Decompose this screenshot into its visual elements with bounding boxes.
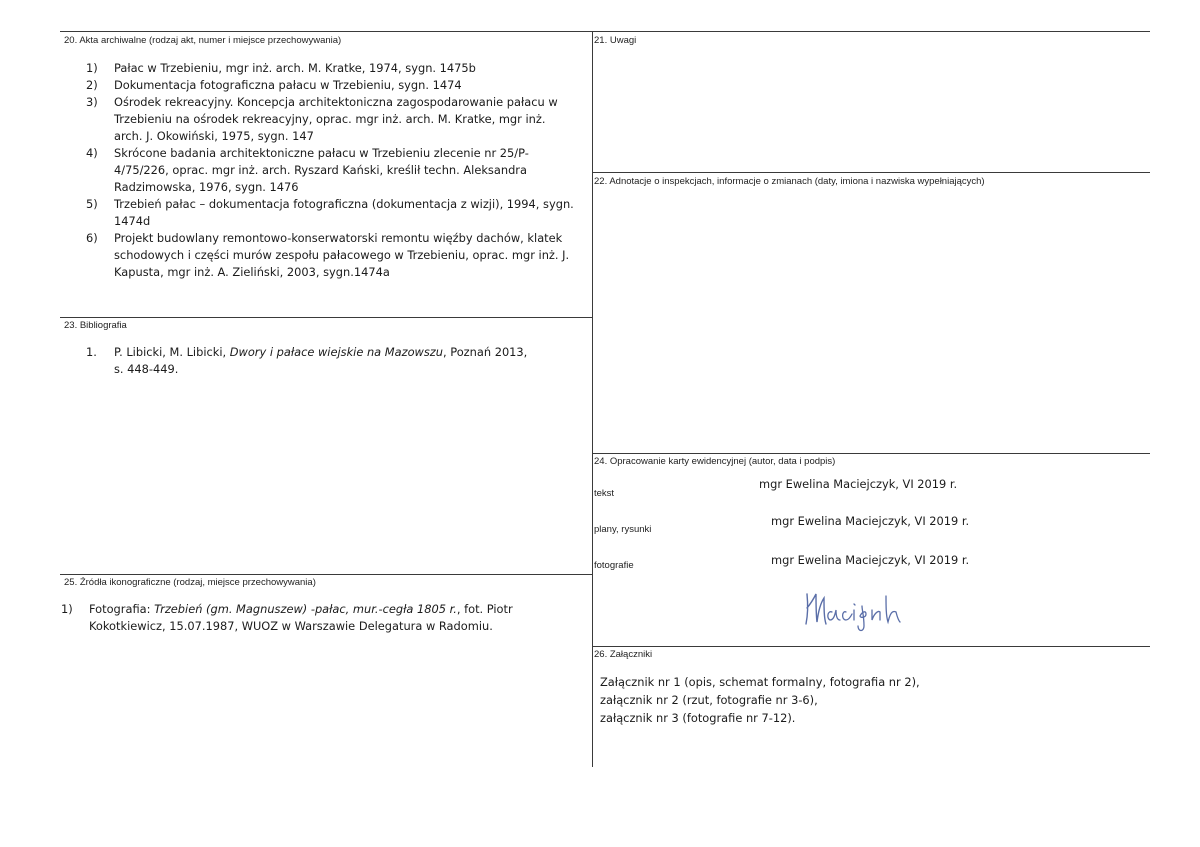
item-title: Trzebień (gm. Magnuszew) -pałac, mur.-cegła 1805 r.	[154, 602, 457, 616]
s24-row-label-plany: plany, rysunki	[594, 524, 652, 535]
section-26-header: 26. Załączniki	[594, 649, 653, 660]
rule-s25-top	[60, 574, 592, 575]
rule-s26-top	[592, 646, 1150, 647]
attachments-block	[600, 673, 920, 727]
item-line: 4/75/226, oprac. mgr inż. arch. Ryszard Kański, kreślił techn. Aleksandra	[114, 163, 527, 177]
iconography-item	[61, 601, 589, 635]
archive-item	[86, 145, 592, 196]
item-number: 5)	[86, 197, 98, 211]
item-text: P. Libicki, M. Libicki,	[114, 345, 230, 359]
item-number: 2)	[86, 78, 98, 92]
item-text: Fotografia:	[89, 602, 155, 616]
archive-item	[86, 77, 592, 94]
item-number: 1)	[61, 602, 73, 616]
item-line: Projekt budowlany remontowo-konserwatorski remontu więźby dachów, klatek	[114, 231, 563, 245]
item-line: Kapusta, mgr inż. A. Zieliński, 2003, sygn.1474a	[114, 265, 390, 279]
archive-item	[86, 196, 592, 230]
section-22-header: 22. Adnotacje o inspekcjach, informacje o zmianach (daty, imiona i nazwiska wypełniających)	[594, 176, 985, 187]
s24-row-value-tekst: mgr Ewelina Maciejczyk, VI 2019 r.	[759, 477, 958, 491]
attachment-line: załącznik nr 2 (rzut, fotografie nr 3-6),	[600, 693, 818, 707]
item-line: Radzimowska, 1976, sygn. 1476	[114, 180, 299, 194]
item-text: , fot. Piotr	[456, 602, 513, 616]
item-text: , Poznań 2013,	[443, 345, 528, 359]
item-line	[114, 344, 586, 361]
rule-s23-top	[60, 317, 592, 318]
rule-center	[592, 31, 593, 767]
section-24-header: 24. Opracowanie karty ewidencyjnej (autor, data i podpis)	[594, 456, 836, 467]
item-line	[89, 601, 589, 618]
archive-item	[86, 60, 592, 77]
item-line: Dokumentacja fotograficzna pałacu w Trzebieniu, sygn. 1474	[114, 78, 462, 92]
item-line: Trzebieniu na ośrodek rekreacyjny, oprac. mgr inż. arch. M. Kratke, mgr inż.	[114, 112, 546, 126]
item-line: 1474d	[114, 214, 151, 228]
item-line: s. 448-449.	[114, 362, 179, 376]
item-line: schodowych i części murów zespołu pałacowego w Trzebieniu, oprac. mgr inż. J.	[114, 248, 570, 262]
s24-row-label-tekst: tekst	[594, 488, 615, 499]
handwritten-signature	[800, 588, 910, 634]
item-number: 1)	[86, 61, 98, 75]
item-line: arch. J. Okowiński, 1975, sygn. 147	[114, 129, 314, 143]
item-number: 6)	[86, 231, 98, 245]
item-line: Kokotkiewicz, 15.07.1987, WUOZ w Warszawie Delegatura w Radomiu.	[89, 619, 493, 633]
item-line: Skrócone badania architektoniczne pałacu w Trzebieniu zlecenie nr 25/P-	[114, 146, 529, 160]
item-number: 1.	[86, 345, 97, 359]
s24-row-label-fotografie: fotografie	[594, 560, 634, 571]
item-line: Ośrodek rekreacyjny. Koncepcja architektoniczna zagospodarowanie pałacu w	[114, 95, 558, 109]
bibliography-list	[86, 344, 586, 378]
attachment-line: załącznik nr 3 (fotografie nr 7-12).	[600, 711, 796, 725]
item-number: 3)	[86, 95, 98, 109]
item-number: 4)	[86, 146, 98, 160]
section-20-header: 20. Akta archiwalne (rodzaj akt, numer i miejsce przechowywania)	[64, 35, 342, 46]
archive-item	[86, 94, 592, 145]
archive-list	[86, 60, 592, 281]
section-25-header: 25. Źródła ikonograficzne (rodzaj, miejsce przechowywania)	[64, 577, 316, 588]
rule-s24-top	[592, 453, 1150, 454]
s24-row-value-fotografie: mgr Ewelina Maciejczyk, VI 2019 r.	[771, 553, 970, 567]
item-line: Trzebień pałac – dokumentacja fotograficzna (dokumentacja z wizji), 1994, sygn.	[114, 197, 574, 211]
archive-item	[86, 230, 592, 281]
section-23-header: 23. Bibliografia	[64, 320, 127, 331]
iconography-list	[61, 601, 589, 635]
attachment-line: Załącznik nr 1 (opis, schemat formalny, fotografia nr 2),	[600, 675, 920, 689]
rule-s22-top	[592, 172, 1150, 173]
bibliography-item	[86, 344, 586, 378]
rule-top	[60, 31, 1150, 32]
item-line: Pałac w Trzebieniu, mgr inż. arch. M. Kratke, 1974, sygn. 1475b	[114, 61, 476, 75]
item-title: Dwory i pałace wiejskie na Mazowszu	[229, 345, 443, 359]
section-21-header: 21. Uwagi	[594, 35, 637, 46]
s24-row-value-plany: mgr Ewelina Maciejczyk, VI 2019 r.	[771, 514, 970, 528]
